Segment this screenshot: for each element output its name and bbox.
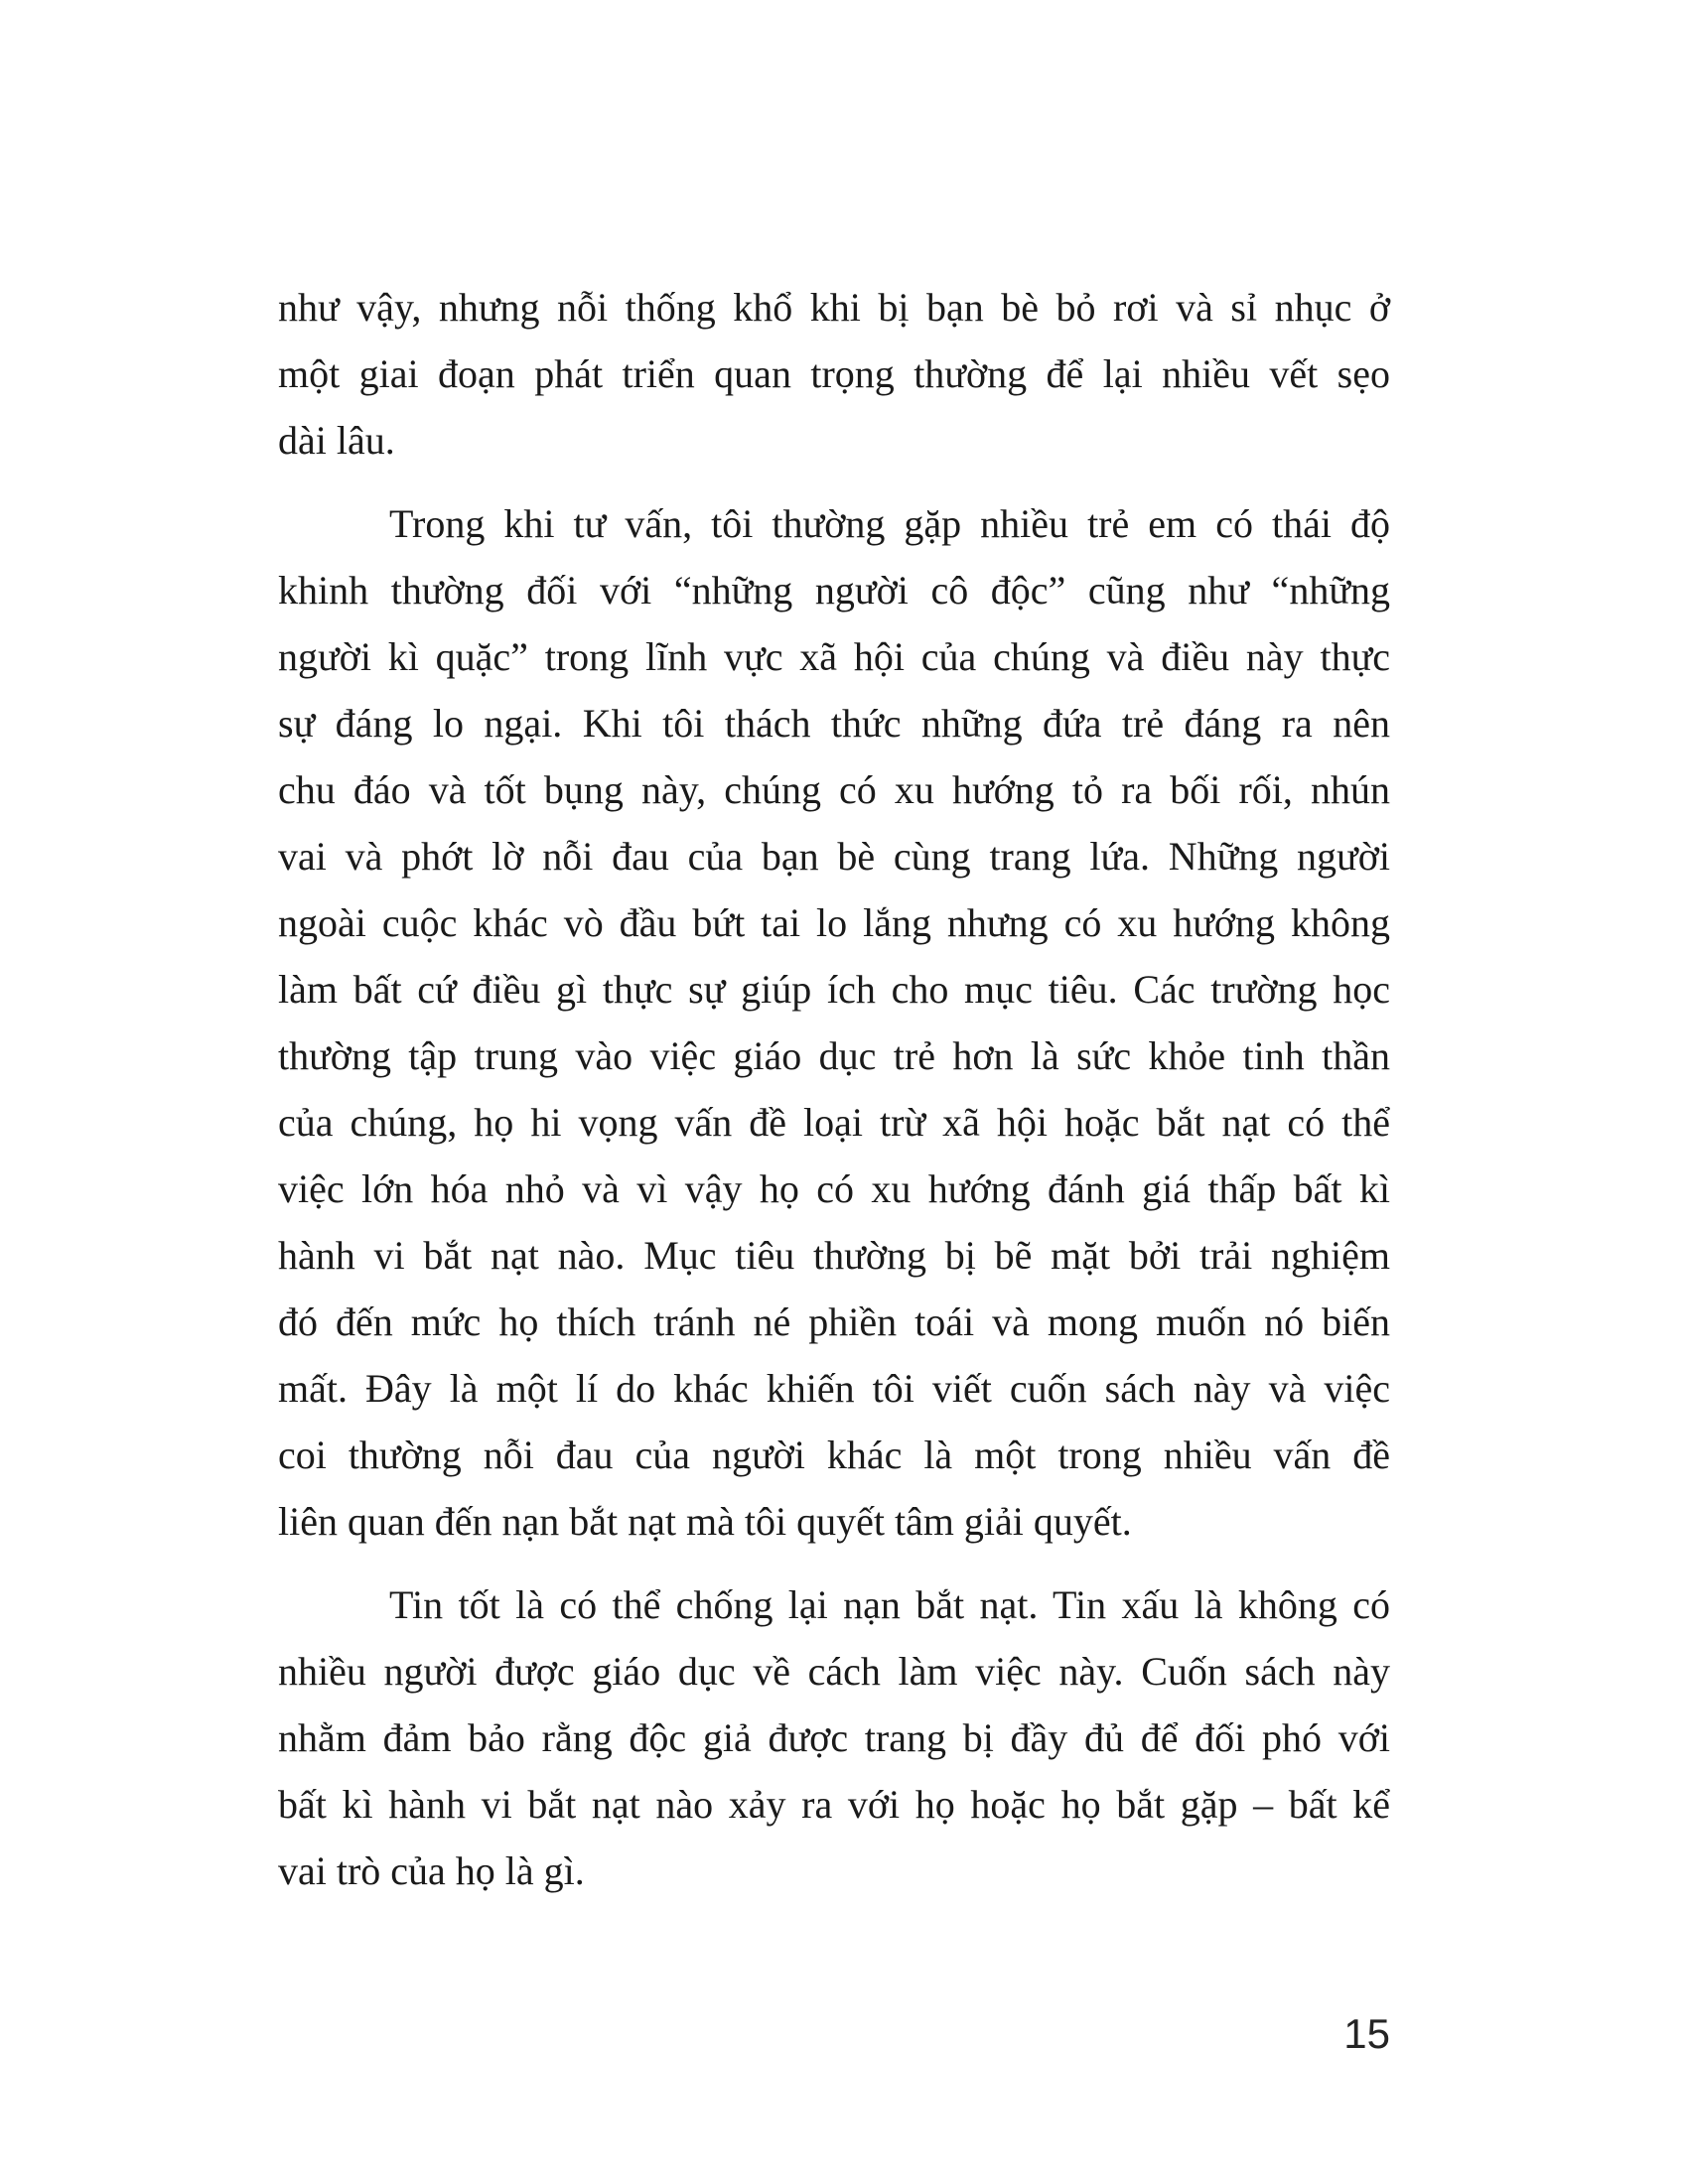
text-line: ngoài cuộc khác vò đầu bứt tai lo lắng nhưng có xu hướng không [278,900,1390,945]
text-line: khinh thường đối với “những người cô độc” cũng như “những [278,568,1390,613]
text-line: vai và phớt lờ nỗi đau của bạn bè cùng trang lứa. Những người [278,834,1390,879]
text-line: sự đáng lo ngại. Khi tôi thách thức những đứa trẻ đáng ra nên [278,701,1390,746]
paragraph [278,1571,1390,1904]
text-line: nhằm đảm bảo rằng độc giả được trang bị đầy đủ để đối phó với [278,1715,1390,1760]
paragraph [278,274,1390,474]
text-line: chu đáo và tốt bụng này, chúng có xu hướng tỏ ra bối rối, nhún [278,767,1390,812]
page-number: 15 [1343,2010,1390,2057]
text-line: liên quan đến nạn bắt nạt mà tôi quyết tâm giải quyết. [278,1499,1132,1544]
text-line: thường tập trung vào việc giáo dục trẻ hơn là sức khỏe tinh thần [278,1033,1390,1078]
text-line: người kì quặc” trong lĩnh vực xã hội của chúng và điều này thực [278,634,1390,679]
text-line: vai trò của họ là gì. [278,1848,585,1893]
text-line: mất. Đây là một lí do khác khiến tôi viết cuốn sách này và việc [278,1366,1390,1411]
text-line: nhiều người được giáo dục về cách làm việc này. Cuốn sách này [278,1649,1390,1694]
paragraph [278,490,1390,1555]
text-line: bất kì hành vi bắt nạt nào xảy ra với họ hoặc họ bắt gặp – bất kể [278,1782,1390,1827]
text-line: việc lớn hóa nhỏ và vì vậy họ có xu hướng đánh giá thấp bất kì [278,1166,1390,1211]
text-line: dài lâu. [278,418,395,463]
text-column [278,274,1390,1904]
text-line: như vậy, nhưng nỗi thống khổ khi bị bạn bè bỏ rơi và sỉ nhục ở [278,285,1390,330]
text-line: coi thường nỗi đau của người khác là một trong nhiều vấn đề [278,1433,1390,1477]
text-line: Tin tốt là có thể chống lại nạn bắt nạt. Tin xấu là không có [389,1582,1390,1627]
text-line: hành vi bắt nạt nào. Mục tiêu thường bị bẽ mặt bởi trải nghiệm [278,1233,1390,1278]
text-line: của chúng, họ hi vọng vấn đề loại trừ xã hội hoặc bắt nạt có thể [278,1100,1390,1145]
text-line: làm bất cứ điều gì thực sự giúp ích cho mục tiêu. Các trường học [278,967,1390,1012]
text-line: đó đến mức họ thích tránh né phiền toái và mong muốn nó biến [278,1299,1390,1344]
text-line: Trong khi tư vấn, tôi thường gặp nhiều trẻ em có thái độ [389,501,1390,546]
text-line: một giai đoạn phát triển quan trọng thường để lại nhiều vết sẹo [278,351,1390,396]
